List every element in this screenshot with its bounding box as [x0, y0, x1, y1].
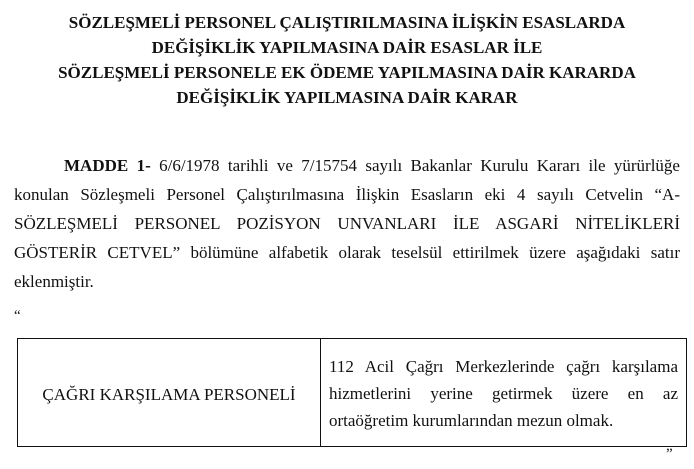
decree-title: [0, 10, 694, 110]
requirement-line-3: ortaöğretim kurumlarından mezun olmak.: [329, 411, 614, 430]
article-label: MADDE 1-: [64, 156, 151, 175]
position-title-cell: [18, 339, 321, 446]
requirement-line-1: 112 Acil Çağrı Merkezlerinde çağrı karşılama: [329, 357, 678, 376]
title-line-3: SÖZLEŞMELİ PERSONELE EK ÖDEME YAPILMASINA DAİR KARARDA: [58, 63, 636, 82]
title-line-4: DEĞİŞİKLİK YAPILMASINA DAİR KARAR: [176, 88, 518, 107]
requirements-cell: [321, 339, 686, 446]
article-line-5: eklenmiştir.: [14, 272, 94, 291]
title-line-2: DEĞİŞİKLİK YAPILMASINA DAİR ESASLAR İLE: [151, 38, 543, 57]
title-line-1: SÖZLEŞMELİ PERSONEL ÇALIŞTIRILMASINA İLİŞKİN ESASLARDA: [68, 13, 626, 32]
article-text-1: 6/6/1978 tarihli ve 7/15754 sayılı Bakanlar Kurulu Kararı ile yürürlüğe: [150, 156, 680, 175]
position-table: [17, 338, 687, 447]
article-line-2: konulan Sözleşmeli Personel Çalıştırılmasına İlişkin Esasların eki 4 sayılı Cetvelin “A-: [14, 185, 680, 204]
article-line-1: [14, 151, 680, 180]
requirement-line-2: hizmetlerini yerine getirmek üzere en az: [329, 384, 678, 403]
closing-quote-mark: ”: [666, 446, 673, 462]
position-title: ÇAĞRI KARŞILAMA PERSONELİ: [42, 384, 296, 404]
article-1-paragraph: [14, 151, 680, 296]
article-line-3: SÖZLEŞMELİ PERSONEL POZİSYON UNVANLARI İLE ASGARİ NİTELİKLERİ: [14, 214, 680, 233]
article-line-4: GÖSTERİR CETVEL” bölümüne alfabetik olarak teselsül ettirilmek üzere aşağıdaki satır: [14, 243, 680, 262]
opening-quote-mark: “: [14, 308, 21, 324]
